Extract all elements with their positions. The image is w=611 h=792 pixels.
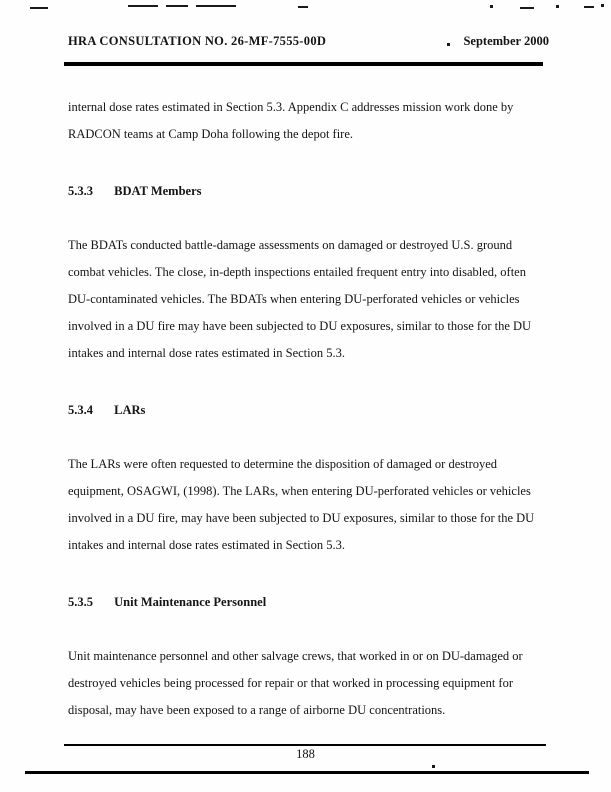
scan-artifact: [556, 5, 559, 8]
section-title: BDAT Members: [114, 184, 202, 198]
section-heading-5-3-5: [68, 589, 546, 616]
scan-artifact: [128, 5, 158, 7]
intro-paragraph: internal dose rates estimated in Section 5.3. Appendix C addresses mission work done by RADCON teams at Camp Doha following the depot fire.: [68, 100, 514, 141]
page-number: 188: [296, 747, 315, 761]
header-title: HRA CONSULTATION NO. 26-MF-7555-00D: [68, 34, 327, 48]
bottom-edge-rule: [25, 771, 589, 774]
section-paragraph-5-3-4: The LARs were often requested to determine the disposition of damaged or destroyed equipment, OSAGWI, (1998). The LARs, when entering DU-perforated vehicles or vehicles involved in a DU fire, may have been subjected to DU exposures, similar to those for the DU intakes and internal dose rates estimated in Section 5.3.: [68, 457, 535, 552]
section-heading-5-3-4: [68, 397, 546, 424]
header-rule: [64, 62, 543, 66]
section-title: LARs: [114, 403, 146, 417]
section-paragraph-5-3-5: Unit maintenance personnel and other salvage crews, that worked in or on DU-damaged or destroyed vehicles being processed for repair or that worked in processing equipment for disposal, may have been exposed to a range of airborne DU concentrations.: [68, 649, 523, 717]
section-number: 5.3.4: [68, 403, 93, 417]
scan-artifact: [166, 5, 188, 7]
scan-artifact: [432, 765, 435, 768]
section-number: 5.3.3: [68, 184, 93, 198]
scan-artifact: [298, 6, 308, 8]
scan-artifact: [584, 6, 594, 8]
section-heading-5-3-3: [68, 178, 546, 205]
scan-artifact: [196, 5, 236, 7]
scan-artifact: [601, 4, 604, 7]
scan-artifact: [520, 7, 534, 9]
scan-artifact: [30, 7, 48, 9]
page-header: [68, 34, 549, 49]
section-title: Unit Maintenance Personnel: [114, 595, 267, 609]
footer-rule: [64, 744, 546, 746]
scan-artifact: [490, 5, 493, 8]
body-column: [68, 94, 546, 724]
section-number: 5.3.5: [68, 595, 93, 609]
header-date: September 2000: [463, 34, 549, 48]
section-paragraph-5-3-3: The BDATs conducted battle-damage assessments on damaged or destroyed U.S. ground combat vehicles. The close, in-depth inspections entailed frequent entry into disabled, often DU-contaminated vehicles. The BDATs when entering DU-perforated vehicles or vehicles involved in a DU fire may have been subjected to DU exposures, similar to those for the DU intakes and internal dose rates estimated in Section 5.3.: [68, 238, 532, 360]
